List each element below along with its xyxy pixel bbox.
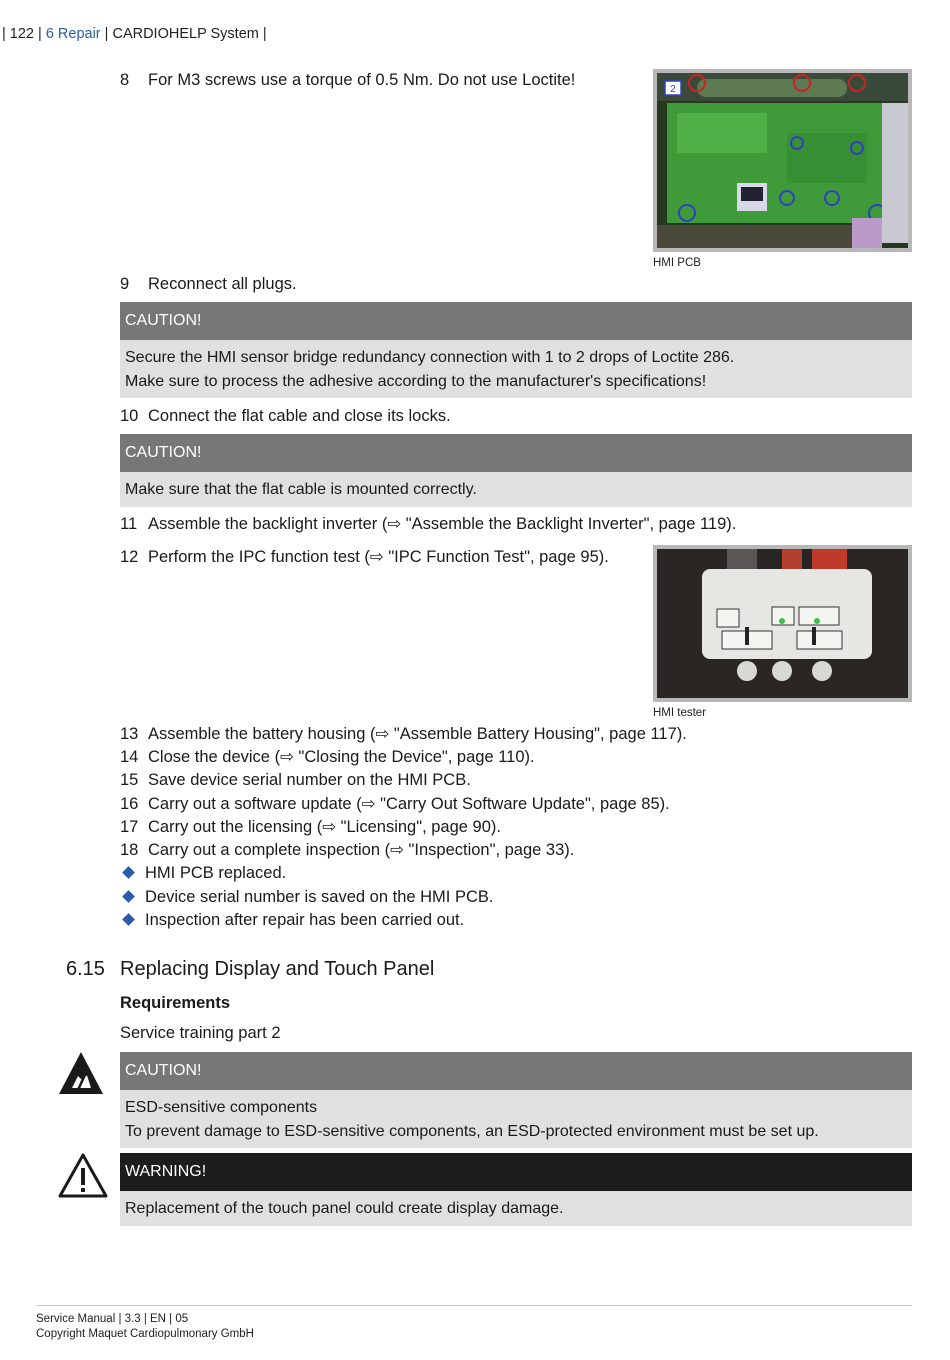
step-text[interactable]: Carry out a complete inspection (⇨ "Inspection", page 33). <box>148 841 575 859</box>
header-product: | CARDIOHELP System | <box>104 26 267 42</box>
caution-title: CAUTION! <box>120 434 912 472</box>
result-text: Inspection after repair has been carried out. <box>145 911 465 929</box>
result-text: Device serial number is saved on the HMI PCB. <box>145 888 494 906</box>
step-text: For M3 screws use a torque of 0.5 Nm. Do not use Loctite! <box>148 71 576 89</box>
step-text: Save device serial number on the HMI PCB. <box>148 771 471 789</box>
caution-box-esd <box>120 1052 912 1148</box>
page-header <box>2 26 267 42</box>
step-17 <box>120 817 501 837</box>
step-text[interactable]: Assemble the backlight inverter (⇨ "Assemble the Backlight Inverter", page 119). <box>148 515 737 533</box>
caution-content <box>120 472 912 507</box>
step-number: 18 <box>120 841 139 859</box>
caution-title: CAUTION! <box>120 1052 912 1090</box>
figure-label-2: 2 <box>670 84 676 95</box>
hmi-tester-photo <box>657 549 908 698</box>
step-number: 13 <box>120 725 139 743</box>
step-9 <box>120 274 297 294</box>
bullet-diamond-icon <box>122 913 135 926</box>
warning-title: WARNING! <box>120 1153 912 1191</box>
step-14 <box>120 747 535 767</box>
figure-hmi-pcb <box>653 69 912 252</box>
figure-hmi-tester <box>653 545 912 702</box>
step-number: 14 <box>120 748 139 766</box>
caution-line: Secure the HMI sensor bridge redundancy connection with 1 to 2 drops of Loctite 286. <box>125 349 735 366</box>
result-item <box>120 910 464 930</box>
step-10 <box>120 406 451 426</box>
esd-warning-icon <box>58 1050 104 1096</box>
step-number: 16 <box>120 795 139 813</box>
step-text[interactable]: Carry out a software update (⇨ "Carry Out Software Update", page 85). <box>148 795 670 813</box>
step-number: 11 <box>120 515 138 533</box>
step-text[interactable]: Carry out the licensing (⇨ "Licensing", page 90). <box>148 818 501 836</box>
caution-box-loctite <box>120 302 912 398</box>
section-title: Replacing Display and Touch Panel <box>120 958 435 980</box>
caution-box-flat-cable <box>120 434 912 507</box>
footer-divider <box>36 1305 912 1306</box>
step-12 <box>120 547 609 567</box>
hmi-pcb-photo <box>657 73 908 248</box>
result-item <box>120 887 493 907</box>
warning-line: Replacement of the touch panel could create display damage. <box>125 1200 564 1217</box>
warning-box-touch-panel <box>120 1153 912 1226</box>
figure-caption-hmi-tester: HMI tester <box>653 707 707 719</box>
warning-triangle-icon <box>58 1152 108 1198</box>
section-number: 6.15 <box>66 958 105 980</box>
step-text[interactable]: Close the device (⇨ "Closing the Device", page 110). <box>148 748 535 766</box>
step-number: 15 <box>120 771 139 789</box>
caution-line: ESD-sensitive components <box>125 1099 318 1116</box>
caution-content <box>120 340 912 398</box>
step-number: 10 <box>120 407 139 425</box>
caution-title: CAUTION! <box>120 302 912 340</box>
step-16 <box>120 794 670 814</box>
step-number: 9 <box>120 275 130 293</box>
warning-content <box>120 1191 912 1226</box>
footer-manual-info: Service Manual | 3.3 | EN | 05 <box>36 1313 189 1325</box>
step-15 <box>120 770 471 790</box>
requirements-heading: Requirements <box>120 994 231 1012</box>
header-page-number: | 122 | <box>2 26 42 42</box>
step-number: 12 <box>120 548 139 566</box>
step-13 <box>120 724 687 744</box>
step-text: Connect the flat cable and close its locks. <box>148 407 451 425</box>
step-text[interactable]: Assemble the battery housing (⇨ "Assemble Battery Housing", page 117). <box>148 725 687 743</box>
step-text[interactable]: Perform the IPC function test (⇨ "IPC Function Test", page 95). <box>148 548 609 566</box>
step-8 <box>120 70 575 90</box>
caution-line: Make sure that the flat cable is mounted correctly. <box>125 481 477 498</box>
caution-line: Make sure to process the adhesive according to the manufacturer's specifications! <box>125 372 707 390</box>
step-18 <box>120 840 574 860</box>
step-text: Reconnect all plugs. <box>148 275 297 293</box>
header-chapter-link[interactable]: 6 Repair <box>45 26 101 42</box>
figure-caption-hmi-pcb: HMI PCB <box>653 257 701 269</box>
result-text: HMI PCB replaced. <box>145 864 287 882</box>
step-11 <box>120 514 736 534</box>
caution-content <box>120 1090 912 1148</box>
requirements-text: Service training part 2 <box>120 1024 281 1042</box>
step-number: 17 <box>120 818 139 836</box>
bullet-diamond-icon <box>122 866 135 879</box>
caution-line: To prevent damage to ESD-sensitive components, an ESD-protected environment must be set up. <box>125 1122 819 1140</box>
bullet-diamond-icon <box>122 890 135 903</box>
step-number: 8 <box>120 71 130 89</box>
result-item <box>120 863 286 883</box>
footer-copyright: Copyright Maquet Cardiopulmonary GmbH <box>36 1328 254 1340</box>
